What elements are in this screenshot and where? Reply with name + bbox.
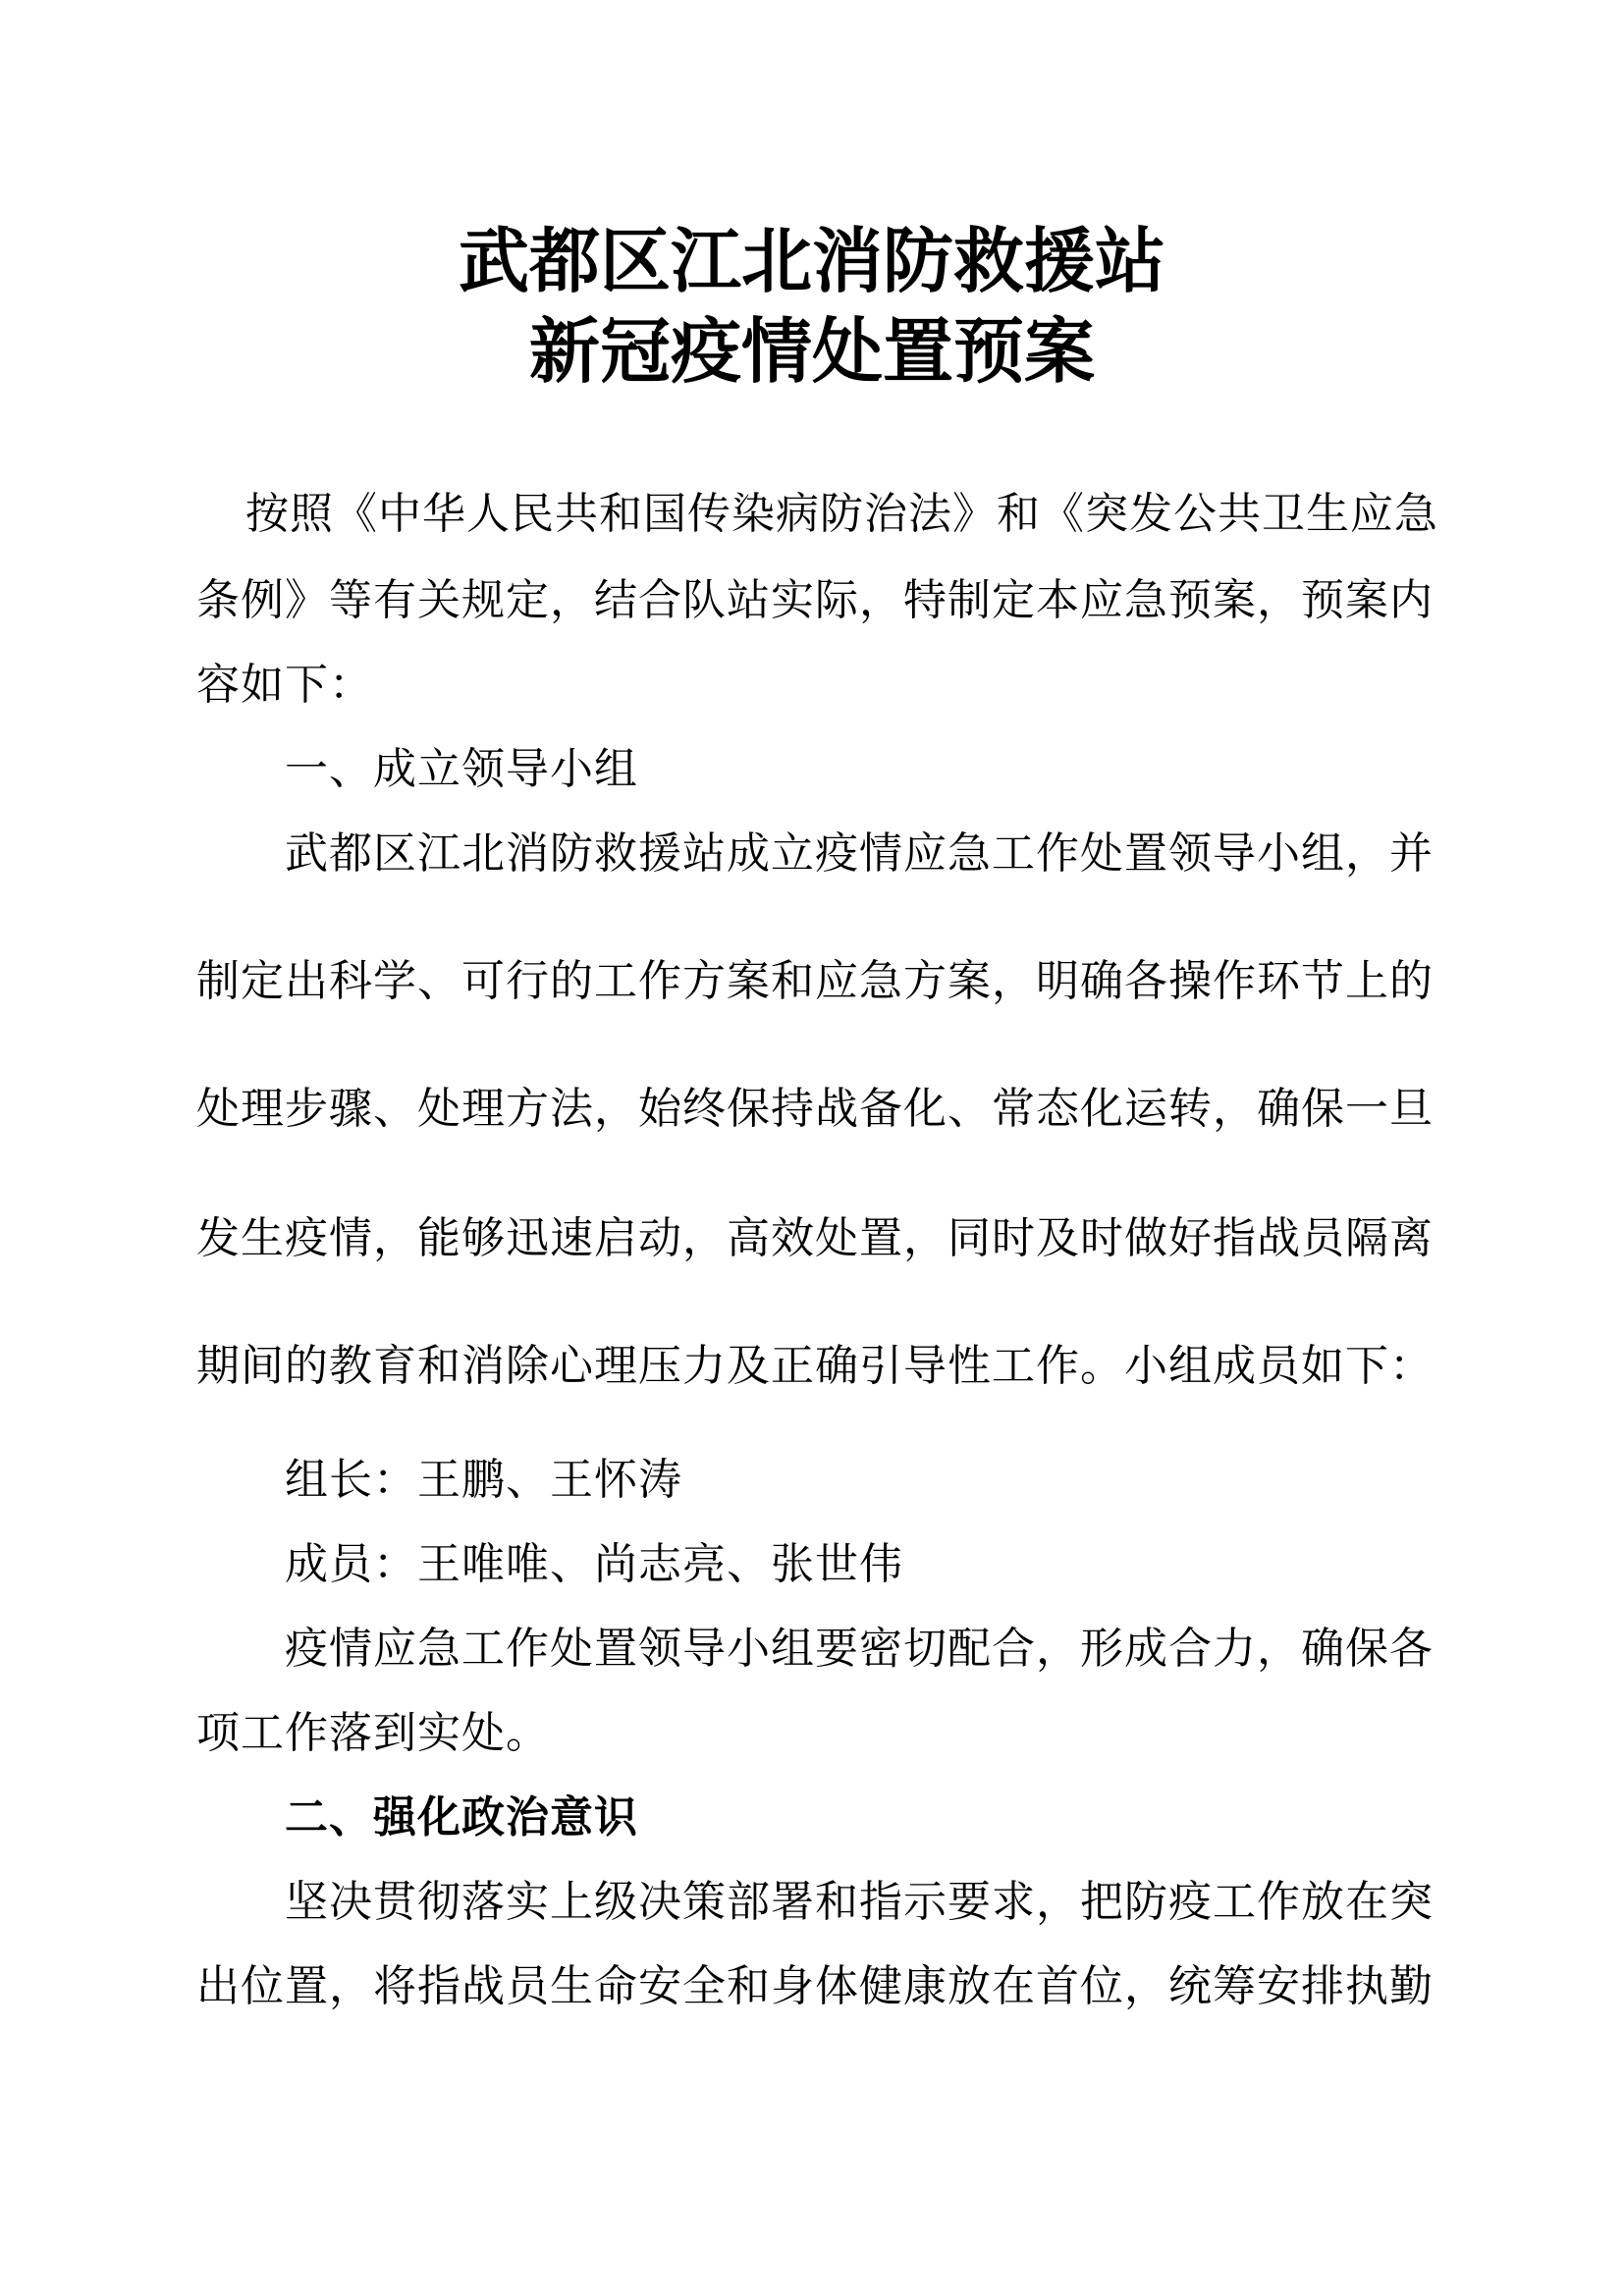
leader-line: 组长：王鹏、王怀涛 <box>285 1455 682 1505</box>
body-line: 项工作落到实处。 <box>196 1708 550 1758</box>
body-line: 制定出科学、可行的工作方案和应急方案，明确各操作环节上的 <box>196 956 1434 1006</box>
body-line: 疫情应急工作处置领导小组要密切配合，形成合力，确保各 <box>285 1624 1434 1674</box>
document-title-line-1: 武都区江北消防救援站 <box>458 219 1165 302</box>
body-line: 容如下： <box>196 660 373 710</box>
document-title-line-2: 新冠疫情处置预案 <box>528 309 1095 393</box>
body-line: 期间的教育和消除心理压力及正确引导性工作。小组成员如下： <box>196 1341 1434 1391</box>
body-line: 坚决贯彻落实上级决策部署和指示要求，把防疫工作放在突 <box>285 1877 1434 1927</box>
body-line: 按照《中华人民共和国传染病防治法》和《突发公共卫生应急 <box>245 489 1438 539</box>
body-line: 处理步骤、处理方法，始终保持战备化、常态化运转，确保一旦 <box>196 1084 1434 1134</box>
body-line: 条例》等有关规定，结合队站实际，特制定本应急预案，预案内 <box>196 575 1434 625</box>
members-line: 成员：王唯唯、尚志亮、张世伟 <box>285 1539 903 1589</box>
body-line: 发生疫情，能够迅速启动，高效处置，同时及时做好指战员隔离 <box>196 1213 1434 1263</box>
section-heading-2: 二、强化政治意识 <box>285 1792 638 1842</box>
body-line: 武都区江北消防救援站成立疫情应急工作处置领导小组，并 <box>285 828 1434 879</box>
section-heading-1: 一、成立领导小组 <box>285 744 638 794</box>
body-line: 出位置，将指战员生命安全和身体健康放在首位，统筹安排执勤 <box>196 1961 1434 2011</box>
